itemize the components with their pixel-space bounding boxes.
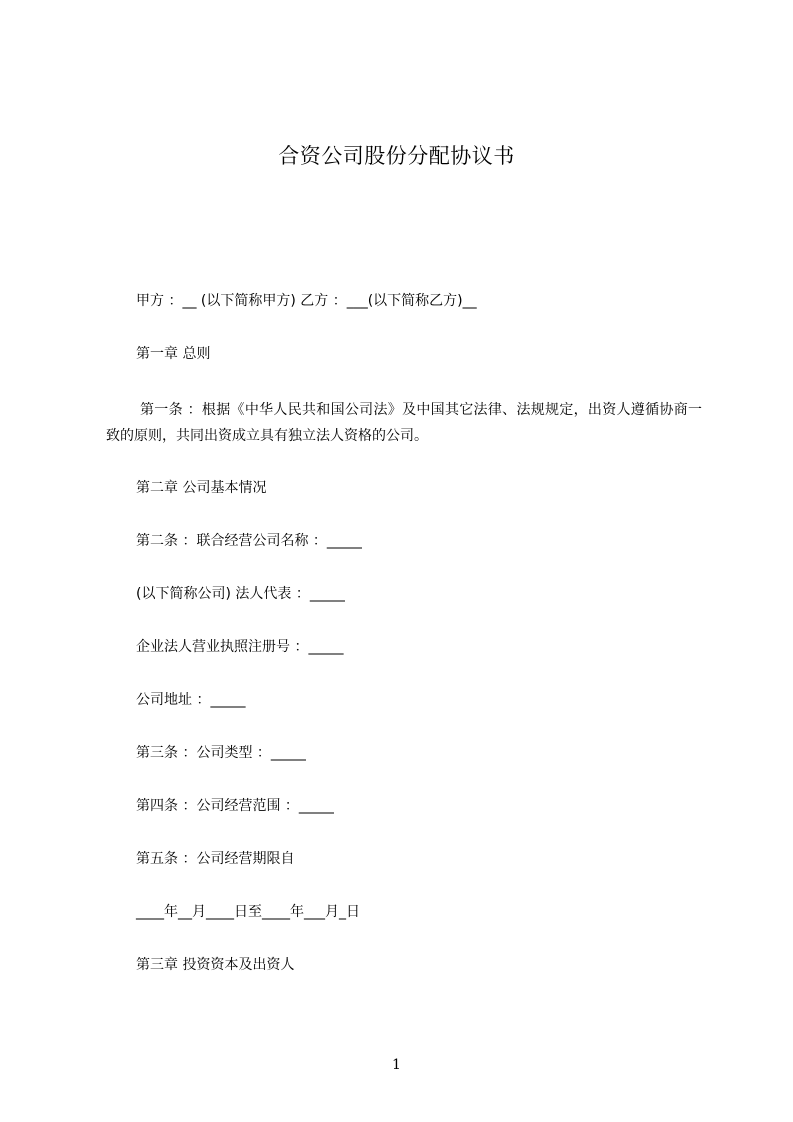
chapter-2-heading: 第二章 公司基本情况 <box>136 480 267 496</box>
chapter-1-heading: 第一章 总则 <box>136 346 211 362</box>
legal-representative-line: (以下简称公司) 法人代表 ：_____ <box>136 586 345 602</box>
article-1-paragraph: 第一条 ：根据《中华人民共和国公司法》及中国其它法律、法规规定，出资人遵循协商一致的原则，共同出资成立具有独立法人资格的公司。 <box>106 402 702 444</box>
article-4-business-scope: 第四条 ：公司经营范围 ：_____ <box>136 798 334 814</box>
page-number: 1 <box>392 1057 401 1073</box>
document-title: 合资公司股份分配协议书 <box>278 144 515 168</box>
article-3-company-type: 第三条 ：公司类型 ：_____ <box>136 745 306 761</box>
term-date-range-line: ____年__月____日至____年___月_日 <box>136 904 360 920</box>
parties-line: 甲方 ：__ (以下简称甲方) 乙方 ：___(以下简称乙方)__ <box>136 293 477 309</box>
article-2-company-name: 第二条 ：联合经营公司名称 ：_____ <box>136 533 362 549</box>
company-address-line: 公司地址 ：_____ <box>136 692 246 708</box>
article-5-term-start: 第五条 ：公司经营期限自 <box>136 851 295 867</box>
registration-number-line: 企业法人营业执照注册号 ：_____ <box>136 639 344 655</box>
chapter-3-heading: 第三章 投资资本及出资人 <box>136 957 295 973</box>
